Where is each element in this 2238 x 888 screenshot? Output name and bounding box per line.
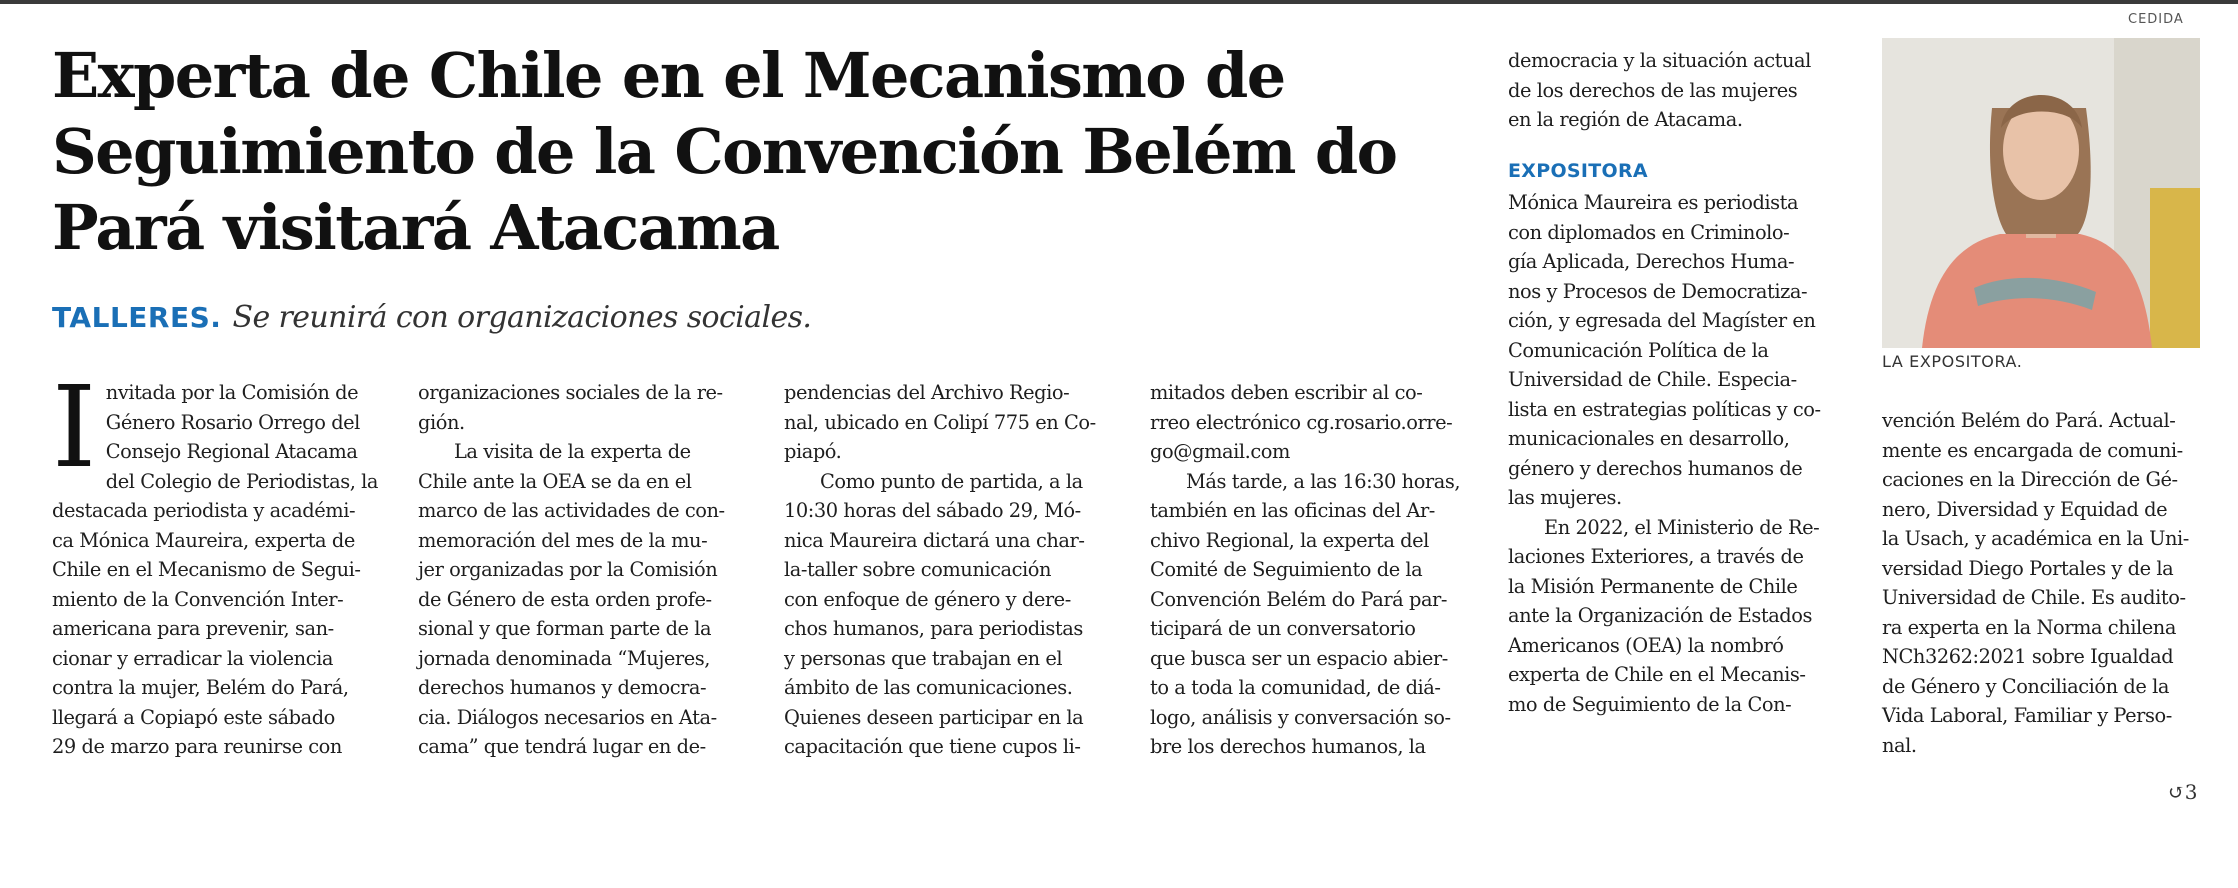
article-column-3 (784, 378, 1114, 762)
text-line: nal, ubicado en Colipí 775 en Co- (784, 410, 1096, 434)
text-line: nvitada por la Comisión de (105, 381, 359, 404)
headline-line: Pará visitará Atacama (52, 191, 779, 264)
text-line: cama” que tendrá lugar en de- (418, 735, 706, 758)
text-line: Género Rosario Orrego del (105, 410, 360, 434)
kicker-text: Se reunirá con organizaciones sociales. (232, 300, 812, 335)
text-line: municacionales en desarrollo, (1508, 427, 1790, 450)
photo-credit: CEDIDA (2128, 12, 2184, 27)
text-line: ticipará de un conversatorio (1150, 617, 1416, 640)
text-line: Universidad de Chile. Especia- (1508, 368, 1797, 391)
text-line: Chile en el Mecanismo de Segui- (52, 558, 361, 581)
text-line: La visita de la experta de (454, 440, 691, 463)
text-line: gión. (418, 410, 465, 434)
text-line: chivo Regional, la experta del (1150, 528, 1429, 552)
headline-line: Experta de Chile en el Mecanismo de (52, 39, 1285, 112)
text-line: logo, análisis y conversación so- (1150, 705, 1451, 729)
text-line: En 2022, el Ministerio de Re- (1544, 515, 1820, 539)
text-line: llegará a Copiapó este sábado (52, 705, 335, 729)
kicker (52, 300, 811, 335)
text-line: organizaciones sociales de la re- (418, 381, 723, 404)
text-line: ra experta en la Norma chilena (1882, 615, 2176, 639)
text-line: la-taller sobre comunicación (784, 558, 1052, 581)
text-line: experta de Chile en el Mecanis- (1508, 663, 1806, 686)
expositora-photo (1882, 38, 2200, 348)
text-line: gía Aplicada, Derechos Huma- (1508, 250, 1795, 273)
text-line: cionar y erradicar la violencia (52, 646, 333, 670)
section-subhead: EXPOSITORA (1508, 159, 1648, 182)
text-line: las mujeres. (1508, 486, 1622, 509)
text-line: Consejo Regional Atacama (105, 440, 358, 463)
text-line: con enfoque de género y dere- (784, 587, 1071, 611)
portrait-illustration (1882, 38, 2200, 348)
text-line: de los derechos de las mujeres (1508, 78, 1798, 102)
text-line: bre los derechos humanos, la (1150, 735, 1426, 758)
headline (52, 38, 1472, 266)
text-line: contra la mujer, Belém do Pará, (52, 676, 349, 699)
top-rule (0, 0, 2238, 4)
article-column-6 (1882, 406, 2202, 760)
headline-line: Seguimiento de la Convención Belém do (52, 115, 1397, 188)
text-line: 29 de marzo para reunirse con (52, 735, 342, 758)
text-line: pendencias del Archivo Regio- (784, 381, 1070, 404)
text-line: con diplomados en Criminolo- (1508, 220, 1790, 244)
text-line: Comité de Seguimiento de la (1150, 558, 1423, 581)
text-line: Quienes deseen participar en la (784, 705, 1084, 729)
text-line: miento de la Convención Inter- (52, 587, 344, 611)
article-column-4 (1150, 378, 1480, 762)
text-line: NCh3262:2021 sobre Igualdad (1882, 645, 2174, 668)
text-line: ámbito de las comunicaciones. (784, 676, 1073, 699)
text-line: caciones en la Dirección de Gé- (1882, 468, 2178, 491)
text-line: la Usach, y académica en la Uni- (1882, 527, 2189, 550)
text-line: capacitación que tiene cupos li- (784, 735, 1081, 758)
text-line: versidad Diego Portales y de la (1882, 556, 2174, 580)
text-line: nica Maureira dictará una char- (784, 528, 1085, 552)
text-line: Más tarde, a las 16:30 horas, (1186, 469, 1461, 493)
text-line: Convención Belém do Pará par- (1150, 587, 1447, 611)
text-line: nero, Diversidad y Equidad de (1882, 497, 2168, 521)
text-line: jer organizadas por la Comisión (418, 558, 718, 581)
kicker-tag: TALLERES. (52, 301, 222, 334)
text-line: que busca ser un espacio abier- (1150, 646, 1448, 670)
text-line: Vida Laboral, Familiar y Perso- (1882, 704, 2172, 727)
text-line: sional y que forman parte de la (418, 617, 712, 640)
text-line: la Misión Permanente de Chile (1508, 574, 1798, 598)
text-line: ante la Organización de Estados (1508, 604, 1812, 627)
text-line: Comunicación Política de la (1508, 338, 1769, 362)
text-line: y personas que trabajan en el (784, 646, 1063, 670)
text-line: Universidad de Chile. Es audito- (1882, 586, 2186, 609)
text-line: también en las oficinas del Ar- (1150, 499, 1435, 522)
text-line: to a toda la comunidad, de diá- (1150, 676, 1441, 699)
text-line: jornada denominada “Mujeres, (418, 646, 710, 670)
text-line: marco de las actividades de con- (418, 499, 725, 522)
end-mark-icon: ↺3 (2168, 780, 2198, 804)
text-line: género y derechos humanos de (1508, 456, 1803, 480)
text-line: Americanos (OEA) la nombró (1508, 633, 1784, 657)
text-line: del Colegio de Periodistas, la (105, 469, 378, 493)
article-column-1 (52, 363, 380, 762)
text-line: 10:30 horas del sábado 29, Mó- (784, 499, 1081, 522)
text-line: mente es encargada de comuni- (1882, 438, 2183, 462)
photo-caption: LA EXPOSITORA. (1882, 352, 2023, 371)
text-line: Mónica Maureira es periodista (1508, 191, 1799, 214)
text-line: piapó. (784, 440, 842, 463)
text-line: ca Mónica Maureira, experta de (52, 528, 355, 552)
drop-cap: I (52, 363, 96, 493)
text-line: nos y Procesos de Democratiza- (1508, 279, 1808, 303)
text-line: democracia y la situación actual (1508, 49, 1811, 72)
text-line: americana para prevenir, san- (52, 617, 334, 640)
article-column-5 (1508, 46, 1846, 719)
text-line: mo de Seguimiento de la Con- (1508, 692, 1792, 716)
text-line: de Género de esta orden profe- (418, 587, 712, 611)
text-line: memoración del mes de la mu- (418, 528, 708, 552)
text-line: rreo electrónico cg.rosario.orre- (1150, 410, 1453, 434)
text-line: derechos humanos y democra- (418, 676, 707, 699)
text-line: destacada periodista y académi- (52, 499, 356, 522)
text-line: chos humanos, para periodistas (784, 617, 1083, 640)
text-line: de Género y Conciliación de la (1882, 674, 2169, 698)
email-text: go@gmail.com (1150, 440, 1290, 463)
text-line: mitados deben escribir al co- (1150, 381, 1423, 404)
text-line: Como punto de partida, a la (820, 469, 1083, 493)
text-line: ción, y egresada del Magíster en (1508, 309, 1816, 332)
text-line: nal. (1882, 733, 1917, 757)
text-line: laciones Exteriores, a través de (1508, 545, 1804, 568)
text-line: lista en estrategias políticas y co- (1508, 397, 1821, 421)
text-line: Chile ante la OEA se da en el (418, 469, 692, 493)
text-line: cia. Diálogos necesarios en Ata- (418, 705, 717, 729)
text-line: en la región de Atacama. (1508, 108, 1743, 131)
text-line: vención Belém do Pará. Actual- (1882, 409, 2176, 432)
article-column-2 (418, 378, 748, 762)
